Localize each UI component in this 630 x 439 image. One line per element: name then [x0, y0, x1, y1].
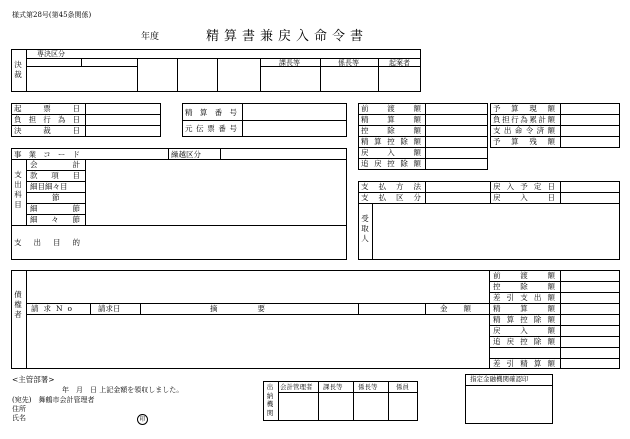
amount-row-1: 精算額 — [361, 115, 421, 124]
cashier-col-1: 課長等 — [323, 383, 343, 391]
bank-label: 指定金融機関確認印 — [470, 375, 529, 383]
received-line: 年 月 日 上記金額を領収しました。 — [62, 386, 184, 394]
account-row-0: 会計 — [30, 160, 80, 169]
approval-col-1: 係長等 — [338, 59, 359, 67]
pay-category-label: 支払区分 — [361, 193, 421, 202]
budget-row-1: 負担行為累計額 — [493, 115, 555, 124]
col-summary: 摘要 — [210, 304, 305, 313]
returned-label: 戻入日 — [493, 193, 555, 202]
account-row-5: 細々節 — [30, 215, 80, 224]
account-row-4: 細節 — [30, 204, 80, 213]
amount-row-0: 前渡額 — [361, 104, 421, 113]
carryover-label: 繰越区分 — [171, 150, 201, 159]
date-row-1: 負担行為日 — [14, 115, 80, 124]
summary-row-6: 追戻控除額 — [493, 337, 555, 346]
summary-row-4: 精算控除額 — [493, 315, 555, 324]
account-side-label: 支出科目 — [14, 170, 22, 209]
addressee-line: (宛先) 舞鶴市会計管理者 — [12, 396, 95, 404]
approval-col-0: 課長等 — [279, 59, 300, 67]
cashier-col-2: 係長等 — [358, 383, 378, 391]
dept-label: <主管部署> — [12, 375, 55, 384]
form-number: 様式第28号(第45条関係) — [12, 11, 92, 19]
approval-side-label: 決裁 — [14, 60, 22, 79]
date-row-2: 決裁日 — [14, 126, 80, 135]
seal-mark: 印 — [137, 414, 148, 425]
address-label: 住所 — [12, 405, 26, 413]
budget-row-3: 予算残額 — [493, 137, 555, 146]
summary-row-3: 精算額 — [493, 304, 555, 313]
col-request-no: 請求No — [31, 304, 78, 313]
approval-box — [11, 49, 421, 92]
col-amount: 金額 — [440, 304, 487, 313]
amount-row-3: 精算控除額 — [361, 137, 421, 146]
name-label: 氏名 — [12, 414, 26, 422]
number-row-0: 精算番号 — [185, 108, 237, 117]
page-title: 精算書兼戻入命令書 — [206, 29, 369, 44]
summary-row-8: 差引精算額 — [493, 359, 555, 368]
amount-row-5: 追戻控除額 — [361, 159, 421, 168]
approval-col-2: 起案者 — [389, 59, 410, 67]
budget-row-0: 予算現額 — [493, 104, 555, 113]
receiver-label: 受取人 — [361, 214, 369, 243]
account-row-2: 細目細々目 — [30, 182, 68, 191]
summary-row-2: 差引支出額 — [493, 293, 555, 302]
summary-row-1: 控除額 — [493, 282, 555, 291]
cashier-col-3: 係員 — [396, 383, 409, 391]
account-row-1: 款項目 — [30, 171, 80, 180]
approval-category-label: 専決区分 — [37, 50, 65, 58]
budget-row-2: 支出命令済額 — [493, 126, 555, 135]
pay-method-label: 支払方法 — [361, 182, 421, 191]
year-label: 年度 — [141, 32, 160, 42]
number-row-1: 元伝票番号 — [185, 124, 237, 133]
creditor-side-label: 債権者 — [14, 290, 22, 319]
purpose-label: 支出目的 — [14, 238, 80, 247]
cashier-col-0: 会計管理者 — [280, 383, 313, 391]
amount-row-2: 控除額 — [361, 126, 421, 135]
col-request-date: 請求日 — [98, 304, 121, 313]
amount-row-4: 戻入額 — [361, 148, 421, 157]
summary-row-0: 前渡額 — [493, 271, 555, 280]
project-code-label: 事業コード — [14, 150, 80, 159]
return-date-label: 戻入予定日 — [493, 182, 555, 191]
summary-row-5: 戻入額 — [493, 326, 555, 335]
account-row-3: 節 — [52, 193, 60, 202]
cashier-side-label: 出納機関 — [266, 383, 274, 417]
date-row-0: 起票日 — [14, 104, 80, 113]
